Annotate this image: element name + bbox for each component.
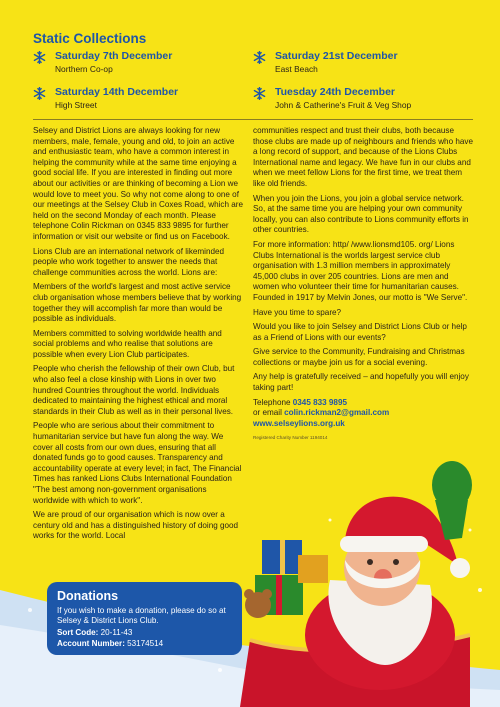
collection-place: Northern Co-op bbox=[55, 64, 113, 74]
snowflake-icon bbox=[33, 51, 46, 64]
collection-date: Saturday 14th December bbox=[55, 86, 179, 98]
collection-date: Tuesday 24th December bbox=[275, 86, 396, 98]
collections-right-column bbox=[253, 50, 463, 122]
snowflake-icon bbox=[33, 87, 46, 100]
contact-email bbox=[253, 408, 475, 419]
paragraph: We are proud of our organisation which is now over a century old and has a distinguished history of doing good works for the world. Local bbox=[33, 510, 239, 541]
account-number-label: Account Number: bbox=[57, 639, 125, 648]
static-collections-title: Static Collections bbox=[33, 31, 147, 46]
donations-box bbox=[47, 582, 242, 655]
paragraph: Would you like to join Selsey and District Lions Club or help as a Friend of Lions with our events? bbox=[253, 322, 467, 342]
collection-date: Saturday 7th December bbox=[55, 50, 173, 62]
collection-place: John & Catherine's Fruit & Veg Shop bbox=[275, 100, 412, 110]
donations-text: If you wish to make a donation, please do so at Selsey & District Lions Club. bbox=[57, 606, 226, 626]
collection-date: Saturday 21st December bbox=[275, 50, 398, 62]
paragraph: Lions Club are an international network of likeminded people who work together to answer the needs that challenge communities across the world. Lions are: bbox=[33, 246, 225, 277]
snowflake-icon bbox=[253, 51, 266, 64]
collection-item bbox=[33, 50, 243, 86]
snowflake-icon bbox=[253, 87, 266, 100]
paragraph: Selsey and District Lions are always looking for new members, male, female, young and old, to join an active and enthusiastic team, who have a common interest in helping the community while at the same time enjoying a good social life. If you are interested in finding out more about our activities or are thinking of becoming a Lion we would love to meet you. So why not come along to one of our meetings at the Selsey Club in Coxes Road, which are held on the second Monday of each month. Please telephone Colin Rickman on 0345 833 9895 for further information or visit our website or find us on Facebook. bbox=[33, 126, 244, 241]
collection-item bbox=[33, 86, 243, 122]
telephone-label: Telephone bbox=[253, 397, 293, 407]
paragraph: Give service to the Community, Fundraising and Christmas collections or maybe join us for a social evening. bbox=[253, 347, 465, 367]
paragraph: Have you time to spare? bbox=[253, 307, 342, 317]
paragraph: Members committed to solving worldwide health and social problems and who realise that solutions are possible when every Lion Club participates. bbox=[33, 328, 222, 359]
collections-left-column bbox=[33, 50, 243, 122]
account-number-value: 53174514 bbox=[127, 639, 164, 648]
telephone-number[interactable]: 0345 833 9895 bbox=[292, 397, 347, 407]
body-right-column bbox=[253, 126, 475, 448]
sort-code-label: Sort Code: bbox=[57, 628, 99, 637]
sort-code-value: 20-11-43 bbox=[100, 628, 133, 637]
paragraph: For more information: http/ /www.lionsmd105. org/ Lions Clubs International is the worlds largest service club organisation with 1.3 million members in approximately 45,000 clubs in over 205 countries. Lions are men and women who volunteer their time for humanitarian causes. Founded in 1917 by Melvin Jones, our motto is "We Serve". bbox=[253, 239, 468, 302]
donations-title: Donations bbox=[57, 589, 119, 603]
account-number-line bbox=[57, 639, 163, 648]
contact-telephone bbox=[253, 398, 475, 409]
collection-item bbox=[253, 86, 463, 122]
divider bbox=[33, 119, 473, 120]
collection-place: High Street bbox=[55, 100, 97, 110]
email-link[interactable]: colin.rickman2@gmail.com bbox=[284, 408, 390, 418]
paragraph: communities respect and trust their clubs, both because those clubs are made up of neighbours and friends who have a long record of support, and because of the Lions Clubs International name and legacy. We have fun in our clubs and when we meet fellow Lions for the first time, we treat them like old friends. bbox=[253, 126, 473, 188]
paragraph: People who are serious about their commitment to humanitarian service but have fun along the way. We cover all costs from our own dues, ensuring that all donated funds go to good causes. Transparency and accountability operate at every level; in fact, The Financial Times has ranked Lions Clubs International Foundation "The best among non-government organisations worldwide with which to work". bbox=[33, 421, 242, 505]
website-link[interactable]: www.selseylions.org.uk bbox=[253, 418, 345, 428]
body-left-column bbox=[33, 126, 244, 546]
paragraph: Members of the world's largest and most active service club organisation whose members believe that by working together they will accomplish far more than would be possible as individuals. bbox=[33, 282, 242, 324]
paragraph: Any help is gratefully received – and hopefully you will enjoy taking part! bbox=[253, 372, 469, 393]
paragraph: People who cherish the fellowship of their own Club, but who also feel a close kinship with Lions in over two hundred Countries throughout the world. Individuals dedicated to maintaining the highest ethical and moral standards in their Club as well as in their personal lives. bbox=[33, 364, 235, 416]
paragraph: When you join the Lions, you join a global service network. So, at the same time you are helping your own community locally, you can also contribute to Lions community efforts in other countries. bbox=[253, 193, 469, 235]
email-label: or email bbox=[253, 408, 285, 418]
collection-place: East Beach bbox=[275, 64, 318, 74]
sort-code-line bbox=[57, 628, 132, 637]
charity-number: Registered Charity Number 1194014 bbox=[253, 435, 328, 441]
collection-item bbox=[253, 50, 463, 86]
